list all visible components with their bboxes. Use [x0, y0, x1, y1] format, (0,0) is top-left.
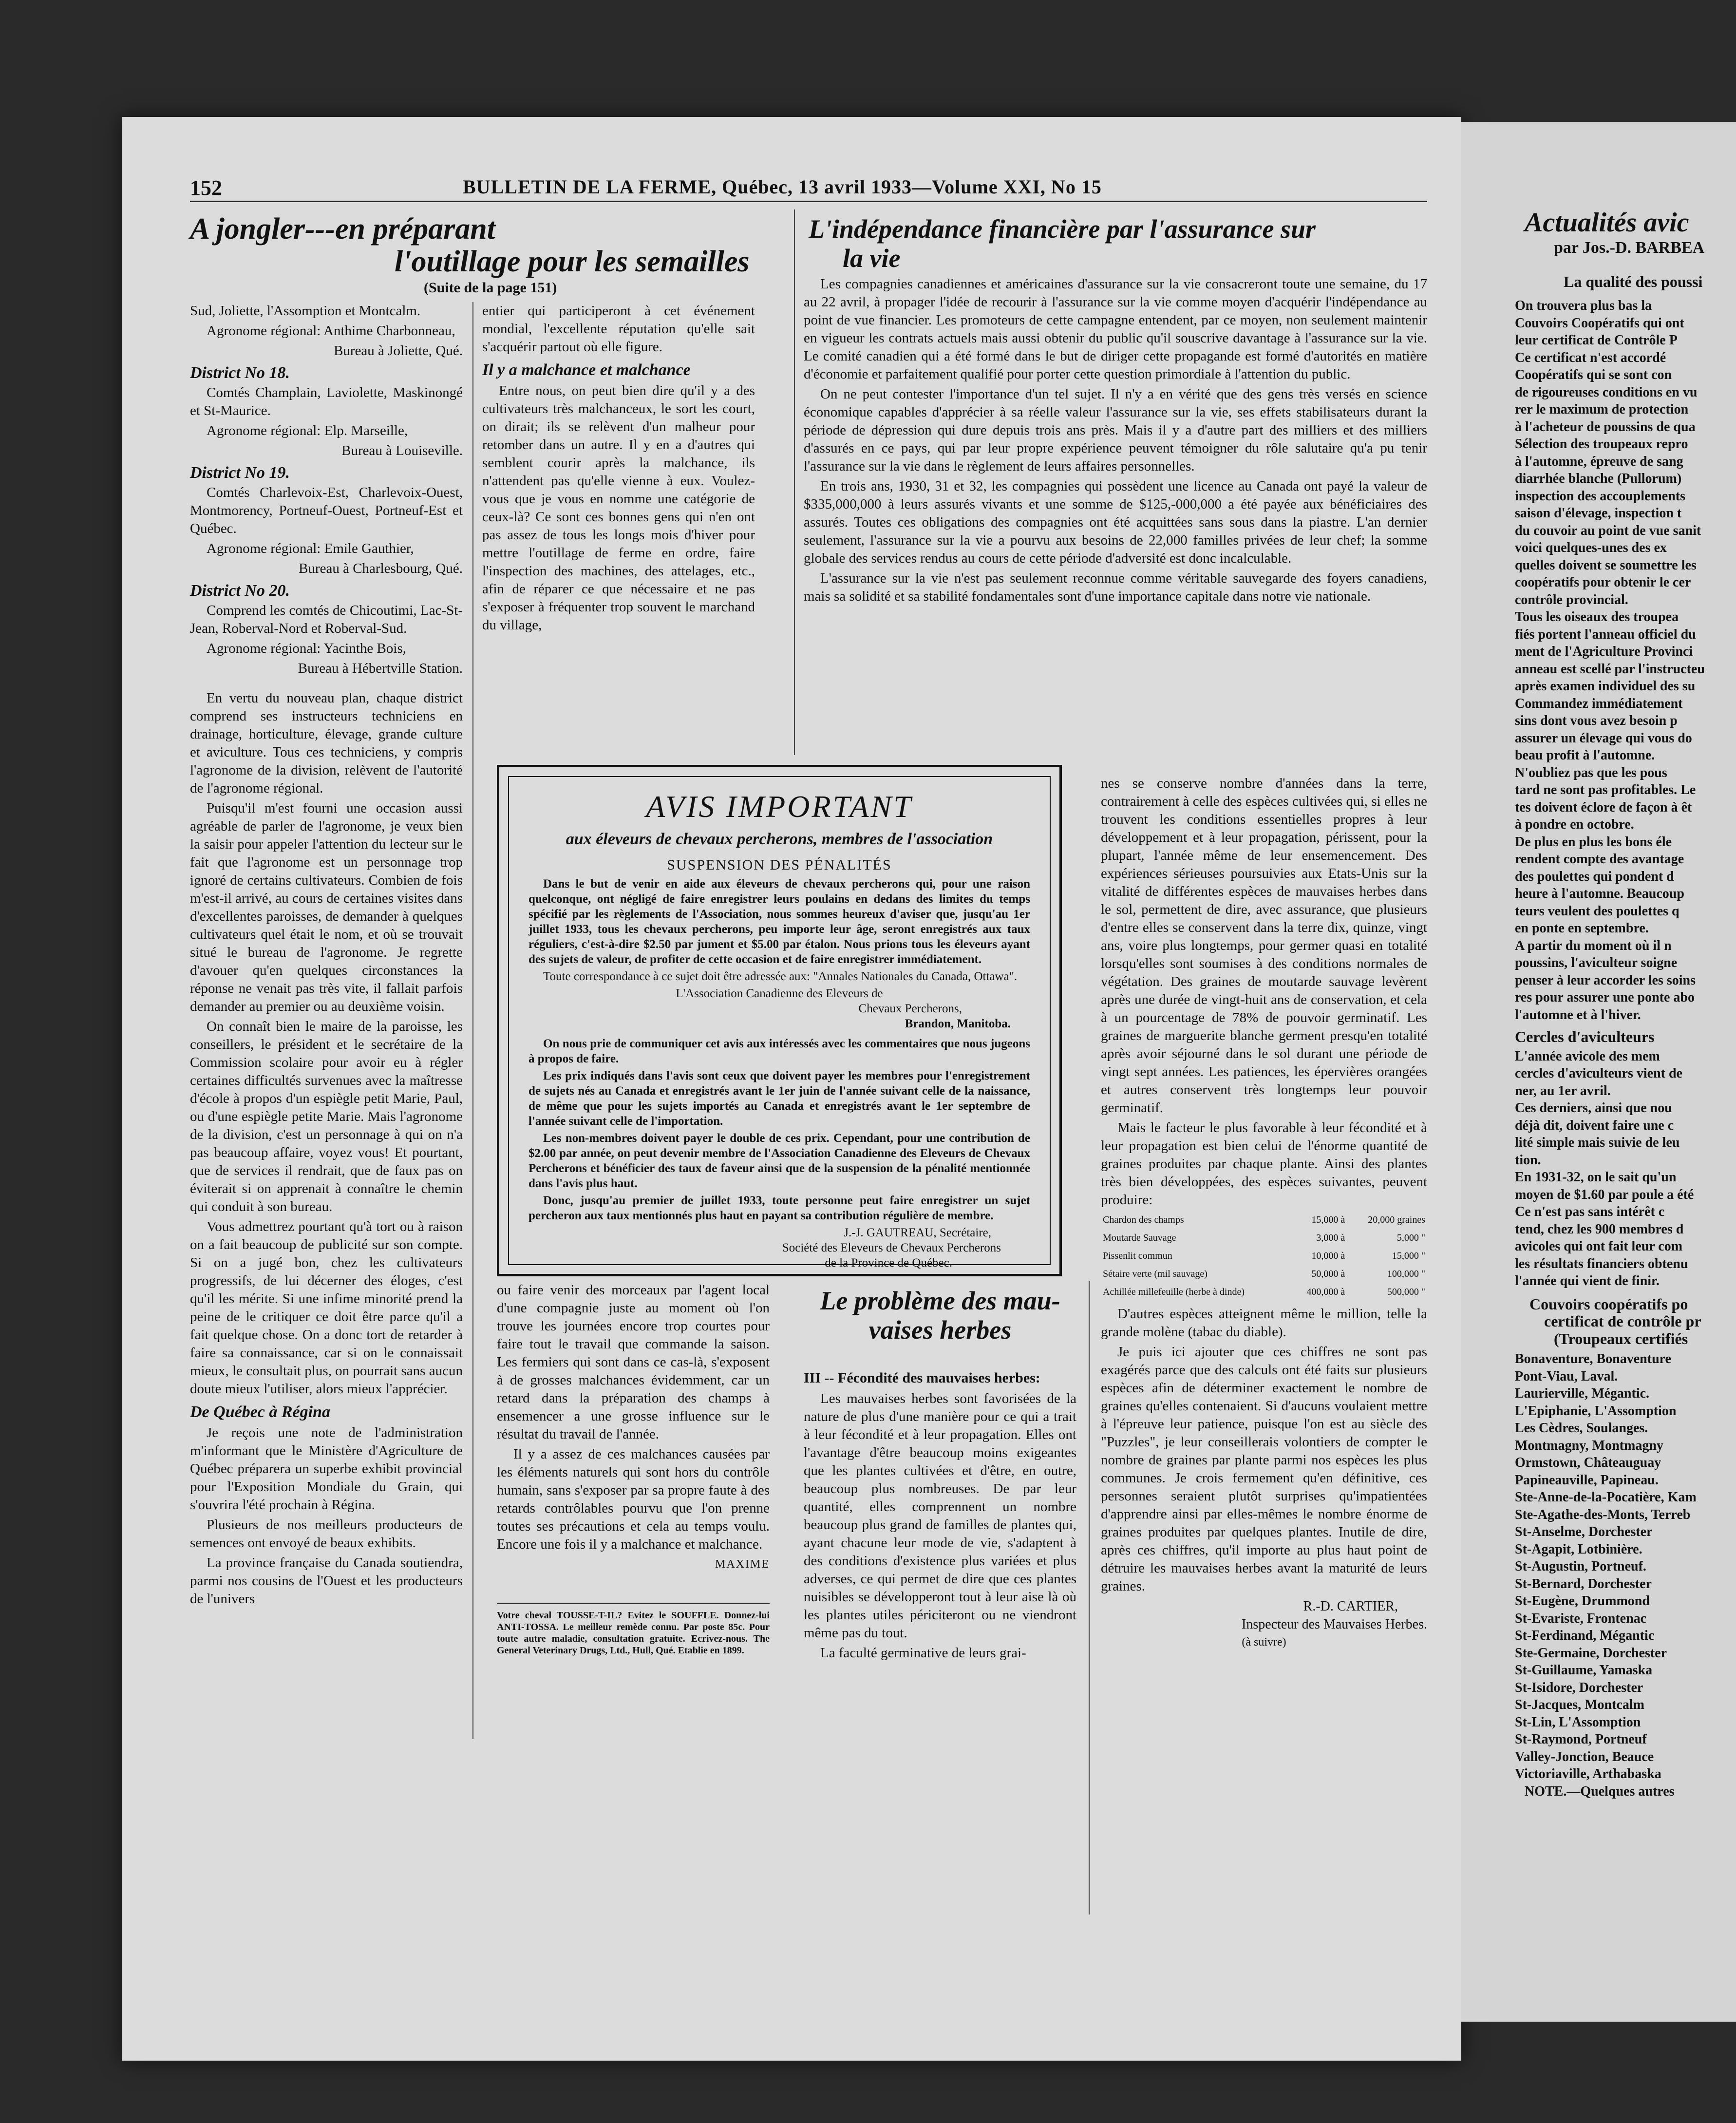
- page2-line: l'automne et à l'hiver.: [1515, 1007, 1641, 1023]
- avis-para-1: Dans le but de venir en aide aux éleveurs de chevaux percherons qui, pour une raison quelconque, ont négligé de faire enregistrer leurs poulains en dedans des limites du temps spécifié par les règlements de l'Association, nous sommes heureux d'aviser que, jusqu'au 1er juillet 1933, tous les chevaux percherons, peu importe leur âge, seront enregistrés aux taux réguliers, c'est-à-dire $2.50 par jument et $5.00 par étalon. Nous prions tous les éleveurs ayant des sujets de valeur, de profiter de cette occasion et de faire enregistrer immédiatement.: [528, 877, 1030, 966]
- avis-signature-2: Société des Eleveurs de Chevaux Percherons: [782, 1241, 1001, 1254]
- hatchery-place: St-Anselme, Dorchester: [1515, 1524, 1653, 1539]
- quebec-para-3: La province française du Canada soutiendra, parmi nos cousins de l'Ouest et les producteurs de l'univers: [190, 1555, 463, 1607]
- avis-para-4: Les prix indiqués dans l'avis sont ceux que doivent payer les membres pour l'enregistrement de sujets nés au Canada et enregistrés avant le 1er juin de l'année suivant celle de la naissance, de même que pour les sujets importés au Canada et enregistrés avant le 1er septembre de l'année suivant celle de l'importation.: [528, 1069, 1030, 1128]
- hatchery-place: L'Epiphanie, L'Assomption: [1515, 1403, 1677, 1419]
- hatchery-place: Ormstown, Châteauguay: [1515, 1455, 1661, 1470]
- page2-line: Ce n'est pas sans intérêt c: [1515, 1204, 1665, 1219]
- running-head: BULLETIN DE LA FERME, Québec, 13 avril 1933—Volume XXI, No 15: [463, 176, 1102, 198]
- article2-title-line2: la vie: [843, 244, 901, 273]
- avis-signature-1: J.-J. GAUTREAU, Secrétaire,: [844, 1226, 991, 1239]
- avis-body: [528, 876, 1030, 1270]
- page2-line: coopératifs pour obtenir le cer: [1515, 575, 1691, 590]
- hatchery-place: Papineauville, Papineau.: [1515, 1472, 1659, 1488]
- page2-line: tard ne sont pas profitables. Le: [1515, 782, 1696, 797]
- hatchery-place: Les Cèdres, Soulanges.: [1515, 1421, 1648, 1436]
- page2-line: De plus en plus les bons éle: [1515, 834, 1672, 850]
- page2-places-list: [1515, 1350, 1736, 1783]
- page2-title: Actualités avic: [1525, 208, 1689, 238]
- avis-inner-border: [508, 776, 1051, 1270]
- article3-title: [804, 1286, 1076, 1345]
- page2-line: tes doivent éclore de façon à êt: [1515, 799, 1692, 815]
- hatchery-place: St-Raymond, Portneuf: [1515, 1732, 1647, 1747]
- page2-section3-line1: Couvoirs coopératifs po: [1529, 1295, 1688, 1313]
- anti-tossa-ad: Votre cheval TOUSSE-T-IL? Evitez le SOUFFLE. Donnez-lui ANTI-TOSSA. Le meilleur remède connu. Par poste 85c. Pour toute autre maladie, consultation gratuite. Ecrivez-nous. The General Veterinary Drugs, Ltd., Hull, Qué. Etablie en 1899.: [497, 1603, 770, 1656]
- page2-line: Tous les oiseaux des troupea: [1515, 609, 1679, 625]
- page2-line: Couvoirs Coopératifs qui ont: [1515, 315, 1684, 331]
- weed-min: 400,000 à: [1306, 1287, 1345, 1297]
- page2-line: rendent compte des avantage: [1515, 852, 1684, 867]
- weed-name: Sétaire verte (mil sauvage): [1103, 1269, 1208, 1279]
- article3-left-column: [804, 1364, 1076, 1664]
- page2-lines-1: [1515, 297, 1736, 1024]
- weed-name: Chardon des champs: [1103, 1214, 1184, 1225]
- page2-line: Ce certificat n'est accordé: [1515, 350, 1666, 365]
- article3-title-line2: vaises herbes: [868, 1315, 1012, 1345]
- article3-signature-1: R.-D. CARTIER,: [1303, 1599, 1398, 1614]
- article1-continued: (Suite de la page 151): [424, 280, 557, 296]
- article2-body: [804, 275, 1427, 607]
- weed-row: [1101, 1247, 1427, 1265]
- weed-name: Moutarde Sauvage: [1103, 1232, 1176, 1243]
- weed-min: 15,000 à: [1311, 1214, 1345, 1225]
- page2-line: en ponte en septembre.: [1515, 921, 1649, 936]
- hatchery-place: Bonaventure, Bonaventure: [1515, 1351, 1671, 1366]
- page2-line: tion.: [1515, 1152, 1541, 1168]
- page2-line: des poulettes qui pondent d: [1515, 869, 1674, 884]
- column-rule-2: [794, 209, 795, 755]
- page2-line: ner, au 1er avril.: [1515, 1083, 1611, 1099]
- avis-section-heading: SUSPENSION DES PÉNALITÉS: [667, 857, 892, 873]
- weed-max: 5,000 ": [1396, 1232, 1425, 1243]
- page2-line: à l'acheteur de poussins de qua: [1515, 419, 1696, 435]
- page2-line: saison d'élevage, inspection t: [1515, 506, 1682, 521]
- page2-line: fiés portent l'anneau officiel du: [1515, 626, 1696, 642]
- article3-para-1: Les mauvaises herbes sont favorisées de la nature de plus d'une manière pour ce qui a trait à leur fécondité et à leur propagation. Elles ont l'avantage d'être beaucoup moins exigeantes que les plantes cultivées et d'être, en outre, beaucoup plus nombreuses. De par leur quantité, elles comprennent un nombre beaucoup plus grand de familles de plantes qui, ayant chacune leur mode de vie, s'adaptent à des conditions d'existence plus variées et plus adverses, ce qui permet de dire que ces plantes nuisibles se développeront tout à leur aise là où les plantes utiles périciteront ou ne viendront même pas du tout.: [804, 1391, 1076, 1641]
- column-rule-1: [472, 302, 473, 1739]
- newspaper-page: [122, 117, 1461, 2061]
- page2-line: inspection des accouplements: [1515, 488, 1685, 504]
- col1-para-4: Vous admettrez pourtant qu'à tort ou à raison on a fait beaucoup de publicité sur son compte. Si on a jugé bon, chez les cultivateurs progressifs, de lui décerner des éloges, c'est qu'il les mérite. Si une infime minorité prend la peine de le critiquer ce doit être parce qu'il a fait quelque chose. On a donc tort de retarder à faire sa connaissance, car si on le connaissait mieux, le consultait plus, on pourrait sans aucun doute mieux l'utiliser, alors mieux l'apprécier.: [190, 1219, 463, 1397]
- hatchery-place: Victoriaville, Arthabaska: [1515, 1766, 1661, 1782]
- col1-para-1: En vertu du nouveau plan, chaque district comprend ses instructeurs techniciens en drainage, horticulture, élevage, grande culture et aviculture. Tous ces techniciens, y compris l'agronome de la division, relèvent de l'autorité de l'agronome régional.: [190, 690, 463, 796]
- weed-row: [1101, 1283, 1427, 1301]
- col1-intro-1: Sud, Joliette, l'Assomption et Montcalm.: [190, 303, 421, 319]
- page2-line: l'année qui vient de finir.: [1515, 1273, 1660, 1289]
- quebec-para-2: Plusieurs de nos meilleurs producteurs de semences ont envoyé de beaux exhibits.: [190, 1517, 463, 1551]
- avis-para-6: Donc, jusqu'au premier de juillet 1933, toute personne peut faire enregistrer un sujet percheron aux taux mentionnés plus haut en payant sa contribution régulière de membre.: [528, 1194, 1030, 1222]
- hatchery-place: St-Evariste, Frontenac: [1515, 1611, 1647, 1626]
- col2-bottom-para-2: Il y a assez de ces malchances causées par les éléments naturels qui sont hors du contrôle humain, sans s'exposer par sa propre faute à des retards contrôlables pourvu que l'on prenne toutes ses précautions et cela au temps voulu. Encore une fois il y a malchance et malchance.: [497, 1446, 770, 1552]
- page2-line: leur certificat de Contrôle P: [1515, 333, 1678, 348]
- hatchery-place: Montmagny, Montmagny: [1515, 1438, 1663, 1453]
- page2-line: N'oubliez pas que les pous: [1515, 765, 1667, 780]
- page2-section1: La qualité des poussi: [1564, 273, 1703, 290]
- weed-seed-table: [1101, 1211, 1427, 1301]
- district19-line3: Bureau à Charlesbourg, Qué.: [299, 561, 463, 576]
- col2-bottom-para-1: ou faire venir des morceaux par l'agent local d'une compagnie juste au moment où l'on trouve les journées encore trop courtes pour faire tout le travail que commande la saison. Les fermiers qui sont dans ce cas-là, s'exposent à de grosses malchances évidemment, car un retard dans la préparation des champs à ensemencer a une grosse influence sur le résultat du travail de l'année.: [497, 1282, 770, 1442]
- page2-line: à l'automne, épreuve de sang: [1515, 454, 1683, 469]
- avis-assoc-line1: L'Association Canadienne des Eleveurs de: [676, 987, 883, 1000]
- hatchery-place: Ste-Agathe-des-Monts, Terreb: [1515, 1507, 1691, 1522]
- facing-page: [1461, 122, 1736, 2022]
- hatchery-place: St-Lin, L'Assomption: [1515, 1714, 1641, 1730]
- page2-line: déjà dit, doivent faire une c: [1515, 1118, 1674, 1133]
- page2-line: Ces derniers, ainsi que nou: [1515, 1100, 1672, 1116]
- district18-title: District No 18.: [190, 364, 290, 382]
- page2-line: après examen individuel des su: [1515, 679, 1696, 694]
- avis-para-3: On nous prie de communiquer cet avis aux intéressés avec les commentaires que nous jugeons à propos de faire.: [528, 1037, 1030, 1065]
- avis-important-box: [497, 765, 1062, 1276]
- page2-line: Coopératifs qui se sont con: [1515, 367, 1672, 382]
- district19-line1: Comtés Charlevoix-Est, Charlevoix-Ouest, Montmorency, Portneuf-Ouest, Portneuf-Est et Québec.: [190, 485, 463, 536]
- weed-name: Pissenlit commun: [1103, 1251, 1172, 1261]
- weed-row: [1101, 1265, 1427, 1283]
- weed-row: [1101, 1211, 1427, 1229]
- article2-para-3: En trois ans, 1930, 31 et 32, les compagnies qui possèdent une licence au Canada ont payé la valeur de $335,000,000 à leurs assurés vivants et une somme de $125,-000,000 a été payée aux bénéficiaires des assurés. Toutes ces obligations des compagnies ont été acquittées sans sous dans la piastre. L'an dernier seulement, l'assurance sur la vie a pourvu aux besoins de 22,000 familles privées de leur chef; la somme globale des services rendus au cours de cette période d'adversité est donc incalculable.: [804, 478, 1427, 566]
- weed-max: 20,000 graines: [1368, 1214, 1425, 1225]
- col1-para-2: Puisqu'il m'est fourni une occasion aussi agréable de parler de l'agronome, je veux bien la saisir pour appeler l'attention du lecteur sur le fait que l'agronome est un personnage trop ignoré de certains cultivateurs. Combien de fois m'est-il arrivé, au cours de certaines visites dans d'excellentes paroisses, de demander à quelques cultivateurs quel était le nom, et où se trouvait situé le bureau de l'agronome. Je regrette d'avouer qu'en quelques circonstances la réponse ne venait pas très vite, il fallait parfois demander au premier ou au deuxième voisin.: [190, 800, 463, 1014]
- page2-byline: par Jos.-D. BARBEA: [1554, 239, 1705, 257]
- page2-note: NOTE.—Quelques autres: [1525, 1783, 1675, 1799]
- page2-line: poussins, l'aviculteur soigne: [1515, 955, 1678, 970]
- page2-line: Commandez immédiatement: [1515, 696, 1683, 711]
- page2-line: ment de l'Agriculture Provinci: [1515, 644, 1693, 659]
- article3-right-para-2: Mais le facteur le plus favorable à leur fécondité et à leur propagation est bien celui de l'énorme quantité de graines produites par chaque plante. Ainsi des plantes très bien développées, des espèces suivantes, peuvent produire:: [1101, 1120, 1427, 1208]
- header-rule: [190, 201, 1427, 202]
- page2-lines-2: [1515, 1048, 1736, 1290]
- page2-line: res pour assurer une ponte abo: [1515, 990, 1695, 1005]
- page2-line: teurs veulent des poulettes q: [1515, 903, 1679, 919]
- article3-right-para-1: nes se conserve nombre d'années dans la terre, contrairement à celle des espèces cultivées qui, si elles ne trouvent les conditions essentielles propres à leur développement et à leur propagation, périssent, pour la plupart, l'année même de leur ensemencement. Des expériences sérieuses poursuivies aux Etats-Unis sur la vitalité de différentes espèces de mauvaises herbes dans le sol, permettent de dire, avec assurance, que plusieurs d'entre elles se conservent dans la terre dix, quinze, vingt ans, voire plus longtemps, pour germer quasi en totalité lorsqu'elles sont soumises à des conditions normales de végétation. Des graines de moutarde sauvage levèrent après une durée de vingt-huit ans de conservation, et cela à un pourcentage de 78% de pouvoir germinatif. Les graines de marguerite blanche germent presqu'en totalité après avoir séjourné dans le sol durant une période de vingt sept années. Les patiences, les épervières orangées et autres conservent très longtemps leur pouvoir germinatif.: [1101, 776, 1427, 1116]
- article3-right-column: [1101, 775, 1427, 1651]
- article2-title-line1: L'indépendance financière par l'assurance sur: [809, 214, 1316, 244]
- page2-section3-line2: certificat de contrôle pr: [1544, 1312, 1701, 1330]
- article3-right-para-4: Je puis ici ajouter que ces chiffres ne sont pas exagérés parce que des calculs ont été faits sur plusieurs espèces afin de déterminer exactement le nombre de graines qu'elles contenaient. Si d'aucuns voulaient mettre à l'épreuve leur patience, puisque l'on est au siècle des "Puzzles", je leur conseillerais volontiers de compter le nombre de graines par plante parmi nos espèces les plus communes. Je crois fermement qu'en définitive, ces personnes seraient plutôt surprises qu'impatientées d'apprendre ainsi par elles-mêmes le nombre énorme de graines produites par quelques plantes. Inutile de dire, après ces chiffres, qu'il importe au plus haut point de détruire les mauvaises herbes avant la maturité de leurs graines.: [1101, 1344, 1427, 1594]
- column-rule-3: [1089, 1281, 1090, 1914]
- article1-column1: [190, 302, 463, 1610]
- district20-line1: Comprend les comtés de Chicoutimi, Lac-St-Jean, Roberval-Nord et Roberval-Sud.: [190, 603, 463, 636]
- page2-line: diarrhée blanche (Pullorum): [1515, 471, 1682, 486]
- district20-line2: Agronome régional: Yacinthe Bois,: [207, 641, 406, 656]
- district19-title: District No 19.: [190, 464, 290, 482]
- weed-min: 50,000 à: [1311, 1269, 1345, 1279]
- page2-line: cercles d'aviculteurs vient de: [1515, 1066, 1682, 1081]
- weed-min: 10,000 à: [1311, 1251, 1345, 1261]
- page2-line: du couvoir au point de vue sanit: [1515, 523, 1701, 538]
- article1-title-line1: A jongler---en préparant: [190, 212, 495, 246]
- page2-section3-line3: (Troupeaux certifiés: [1554, 1329, 1688, 1347]
- article3-section: III -- Fécondité des mauvaises herbes:: [804, 1370, 1040, 1386]
- hatchery-place: St-Guillaume, Yamaska: [1515, 1663, 1653, 1678]
- col2-para-1: Entre nous, on peut bien dire qu'il y a des cultivateurs très malchanceux, le sort les court, on dirait; ils se relèvent d'un malheur pour retomber dans un autre. Il y en a d'autres qui semblent courir après la malchance, ils n'attendent pas qu'elle vienne à eux. Voulez-vous que je vous en nomme une catégorie de ceux-là? Ce sont ces bonnes gens qui n'en ont pas assez de tous les longs mois d'hiver pour mettre l'outillage de ferme en ordre, faire l'inspection des machines, des attelages, etc., afin de réparer ce que nécessaire et ne pas s'exposer à fréquenter trop souvent le marchand du village,: [482, 383, 755, 633]
- district18-line3: Bureau à Louiseville.: [341, 443, 463, 458]
- hatchery-place: Ste-Germaine, Dorchester: [1515, 1645, 1667, 1661]
- article3-signature-3: (à suivre): [1242, 1636, 1286, 1649]
- page2-line: assurer un élevage qui vous do: [1515, 730, 1692, 746]
- hatchery-place: Ste-Anne-de-la-Pocatière, Kam: [1515, 1490, 1697, 1505]
- page2-line: à pondre en octobre.: [1515, 817, 1634, 832]
- weed-max: 15,000 ": [1392, 1251, 1425, 1261]
- page-number: 152: [190, 176, 222, 200]
- quebec-regina-title: De Québec à Régina: [190, 1403, 331, 1421]
- page2-line: anneau est scellé par l'instructeu: [1515, 661, 1705, 677]
- avis-para-2: Toute correspondance à ce sujet doit être adressée aux: "Annales Nationales du Canada, Ottawa".: [543, 970, 1018, 983]
- weed-max: 100,000 ": [1387, 1269, 1425, 1279]
- article3-title-line1: Le problème des mau-: [820, 1286, 1060, 1315]
- district18-line1: Comtés Champlain, Laviolette, Maskinongé et St-Maurice.: [190, 385, 463, 418]
- article3-right-para-3: D'autres espèces atteignent même le million, telle la grande molène (tabac du diable).: [1101, 1306, 1427, 1340]
- hatchery-place: St-Agapit, Lotbinière.: [1515, 1541, 1642, 1557]
- article1-author: MAXIME: [715, 1558, 770, 1571]
- weed-name: Achillée millefeuille (herbe à dinde): [1103, 1287, 1245, 1297]
- hatchery-place: St-Ferdinand, Mégantic: [1515, 1628, 1655, 1643]
- hatchery-place: Laurierville, Mégantic.: [1515, 1386, 1650, 1401]
- avis-para-5: Les non-membres doivent payer le double de ces prix. Cependant, pour une contribution de $2.00 par année, on peut devenir membre de l'Association Canadienne des Eleveurs de Chevaux Percherons et bénéficier des taux de faveur ainsi que de la suspension de la pénalité mentionnée dans l'avis plus haut.: [528, 1132, 1030, 1190]
- hatchery-place: St-Jacques, Montcalm: [1515, 1697, 1644, 1712]
- article2-para-4: L'assurance sur la vie n'est pas seulement reconnue comme véritable sauvegarde des foyers canadiens, mais sa solidité et sa stabilité fondamentales sont d'une importance capitale dans notre vie nationale.: [804, 570, 1427, 604]
- page2-line: heure à l'automne. Beaucoup: [1515, 886, 1684, 901]
- article3-para-2: La faculté germinative de leurs grai-: [820, 1645, 1026, 1661]
- page2-line: moyen de $1.60 par poule a été: [1515, 1187, 1694, 1202]
- district19-line2: Agronome régional: Emile Gauthier,: [207, 541, 414, 556]
- page2-line: contrôle provincial.: [1515, 592, 1628, 607]
- avis-title: AVIS IMPORTANT: [646, 789, 913, 824]
- page2-line: beau profit à l'automne.: [1515, 748, 1655, 763]
- page2-line: tend, chez les 900 membres d: [1515, 1221, 1684, 1237]
- page2-line: En 1931-32, on le sait qu'un: [1515, 1170, 1677, 1185]
- article3-signature-2: Inspecteur des Mauvaises Herbes.: [1242, 1617, 1427, 1632]
- weed-max: 500,000 ": [1387, 1287, 1425, 1297]
- district20-title: District No 20.: [190, 582, 290, 600]
- avis-signature-3: de la Province de Québec.: [825, 1256, 952, 1270]
- col1-para-3: On connaît bien le maire de la paroisse, les conseillers, le président et le secrétaire de la Commission scolaire pour avoir eu à régler certaines difficultés survenues avec la maîtresse d'école à propos d'un espiègle petit Marie, Paul, ou d'une espiègle petite Marie. Mais l'agronome de la division, c'est un personnage à qui on n'a pas beaucoup affaire, voyez vous! Et pourtant, que de services il rendrait, que de faux pas on éviterait si on apprenait à connaître le chemin qui conduit à son bureau.: [190, 1019, 463, 1214]
- avis-assoc-line2: Chevaux Percherons,: [858, 1002, 962, 1015]
- col1-intro-2: Agronome régional: Anthime Charbonneau,: [207, 323, 455, 339]
- hatchery-place: Valley-Jonction, Beauce: [1515, 1749, 1654, 1764]
- malchance-title: Il y a malchance et malchance: [482, 361, 691, 379]
- col1-intro-3: Bureau à Joliette, Qué.: [334, 343, 463, 359]
- district20-line3: Bureau à Hébertville Station.: [298, 661, 463, 676]
- hatchery-place: St-Eugène, Drummond: [1515, 1593, 1650, 1609]
- page2-line: les résultats financiers obtenu: [1515, 1256, 1688, 1271]
- article2-para-2: On ne peut contester l'importance d'un tel sujet. Il n'y a en vérité que des gens très versés en science économique capables d'apprécier à sa réelle valeur l'assurance sur la vie, ses effets stabilisateurs durant la période de dépression qui dure depuis trois ans près. Mais il y a d'autre part des milliers et des milliers d'assurés en ce pays, qui par leur propre expérience peuvent témoigner du rôle salutaire qu'a pu tenir l'assurance sur la vie dans le règlement de leurs affaires personnelles.: [804, 386, 1427, 474]
- page2-line: voici quelques-unes des ex: [1515, 540, 1667, 555]
- avis-subtitle: aux éleveurs de chevaux percherons, membres de l'association: [566, 830, 993, 848]
- page2-line: penser à leur accorder les soins: [1515, 972, 1696, 988]
- page2-section2: Cercles d'aviculteurs: [1515, 1028, 1655, 1045]
- page2-line: lité simple mais suivie de leu: [1515, 1135, 1680, 1150]
- avis-assoc-line3: Brandon, Manitoba.: [905, 1017, 1011, 1030]
- page2-line: de rigoureuses conditions en vu: [1515, 384, 1698, 400]
- article2-para-1: Les compagnies canadiennes et américaines d'assurance sur la vie consacreront toute une semaine, du 17 au 22 avril, à propager l'idée de recourir à l'assurance sur la vie comme moyen d'acquérir l'indépendance au point de vue financier. Les promoteurs de cette campagne entendent, par ce moyen, non seulement maintenir en vigueur les contrats actuels mais aussi obtenir du public qu'il souscrive davantage à l'assurance sur la vie. Le comité canadien qui a été formé dans le but de diriger cette propagande est formé d'autorités en matière d'économie et parfaitement qualifié pour porter cette question primordiale à l'attention du public.: [804, 276, 1427, 382]
- page2-column: [1515, 297, 1736, 1800]
- page2-line: quelles doivent se soumettre les: [1515, 557, 1697, 573]
- page2-line: sins dont vous avez besoin p: [1515, 713, 1678, 728]
- article1-title-line2: l'outillage pour les semailles: [395, 245, 750, 278]
- page2-line: L'année avicole des mem: [1515, 1048, 1660, 1064]
- article1-column2-top: [482, 302, 755, 636]
- weed-row: [1101, 1229, 1427, 1247]
- district18-line2: Agronome régional: Elp. Marseille,: [207, 423, 408, 438]
- page2-line: rer le maximum de protection: [1515, 402, 1689, 417]
- page2-line: A partir du moment où il n: [1515, 938, 1672, 953]
- hatchery-place: Pont-Viau, Laval.: [1515, 1368, 1618, 1384]
- page2-line: avicoles qui ont fait leur com: [1515, 1239, 1683, 1254]
- weed-min: 3,000 à: [1316, 1232, 1345, 1243]
- article1-column2-bottom: [497, 1281, 770, 1656]
- hatchery-place: St-Augustin, Portneuf.: [1515, 1559, 1646, 1574]
- hatchery-place: St-Isidore, Dorchester: [1515, 1680, 1643, 1695]
- hatchery-place: St-Bernard, Dorchester: [1515, 1576, 1652, 1592]
- quebec-para-1: Je reçois une note de l'administration m'informant que le Ministère d'Agriculture de Québec préparera un superbe exhibit provincial pour l'Exposition Mondiale du Grain, qui s'ouvrira l'été prochain à Régina.: [190, 1425, 463, 1513]
- page2-line: Sélection des troupeaux repro: [1515, 436, 1688, 452]
- page2-line: On trouvera plus bas la: [1515, 298, 1652, 313]
- col2-top-para: entier qui participeront à cet événement mondial, l'excellente réputation qu'elle sait s'acquérir partout où elle figure.: [482, 303, 755, 355]
